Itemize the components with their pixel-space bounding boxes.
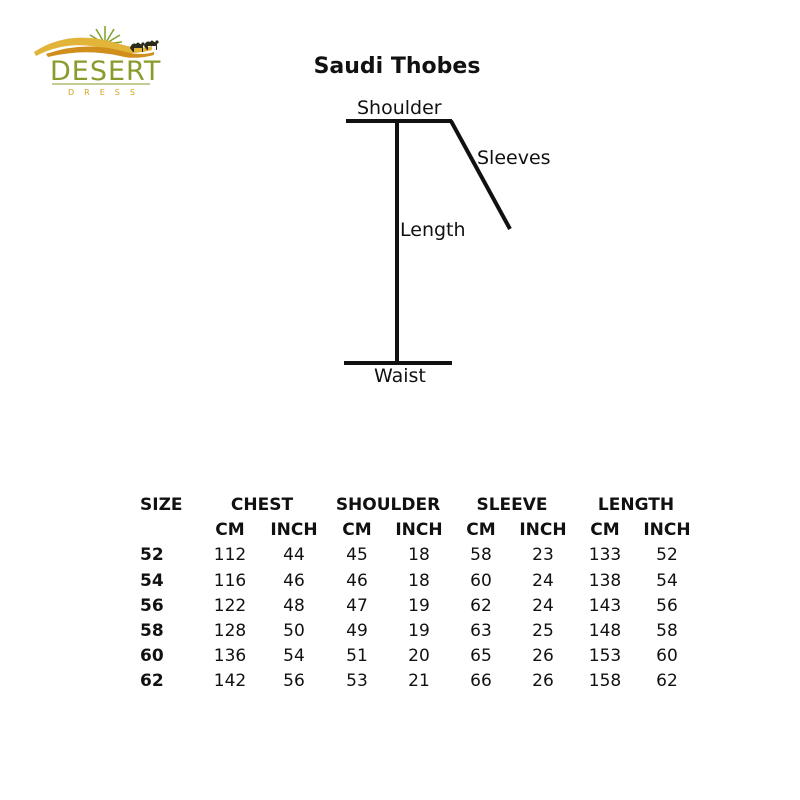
table-cell: 44 [283,545,305,566]
table-cell: 122 [213,595,247,616]
table-cell: 66 [470,671,492,692]
size-cell: 60 [140,646,164,667]
table-cell: 62 [656,671,678,692]
unit-header: CM [342,520,372,541]
unit-header: INCH [519,520,567,541]
table-cell: 24 [532,595,554,616]
table-cell: 54 [656,570,678,591]
table-cell: 56 [656,595,678,616]
table-cell: 60 [656,646,678,667]
size-chart-table [140,493,698,695]
size-cell: 62 [140,671,164,692]
logo-subtitle-text: DRESS [68,88,145,97]
unit-header: CM [590,520,620,541]
table-cell: 21 [408,671,430,692]
table-cell: 128 [213,621,247,642]
table-cell: 47 [346,595,368,616]
table-row [140,543,698,568]
shoulder-group-header: SHOULDER [335,495,441,515]
table-cell: 138 [588,570,622,591]
table-cell: 18 [408,545,430,566]
table-cell: 56 [283,671,305,692]
table-cell: 62 [470,595,492,616]
unit-header-row [140,518,698,543]
table-cell: 133 [588,545,622,566]
table-cell: 20 [408,646,430,667]
table-cell: 48 [283,595,305,616]
unit-header: INCH [270,520,318,541]
logo-brand-text: DESERT [50,56,162,87]
waist-label: Waist [374,365,426,387]
table-row [140,619,698,644]
unit-header: INCH [643,520,691,541]
table-cell: 26 [532,671,554,692]
table-cell: 158 [588,671,622,692]
table-cell: 45 [346,545,368,566]
table-cell: 52 [656,545,678,566]
table-row [140,569,698,594]
table-row [140,669,698,694]
group-header-row [140,493,698,518]
table-cell: 116 [213,570,247,591]
table-cell: 19 [408,595,430,616]
sleeve-group-header: SLEEVE [476,495,548,515]
table-cell: 148 [588,621,622,642]
size-cell: 56 [140,595,164,616]
table-cell: 65 [470,646,492,667]
sleeves-label: Sleeves [477,147,551,169]
length-group-header: LENGTH [597,495,675,515]
length-label: Length [400,219,466,241]
table-cell: 50 [283,621,305,642]
chest-group-header: CHEST [230,495,294,515]
table-cell: 54 [283,646,305,667]
table-cell: 58 [470,545,492,566]
table-cell: 142 [213,671,247,692]
shoulder-label: Shoulder [357,97,442,119]
table-row [140,594,698,619]
unit-header: CM [215,520,245,541]
table-cell: 60 [470,570,492,591]
table-cell: 112 [213,545,247,566]
table-cell: 26 [532,646,554,667]
table-cell: 136 [213,646,247,667]
table-cell: 46 [346,570,368,591]
unit-header: CM [466,520,496,541]
size-column-header: SIZE [140,495,183,515]
table-cell: 153 [588,646,622,667]
blank-header-cell [140,518,198,543]
size-cell: 58 [140,621,164,642]
table-cell: 18 [408,570,430,591]
table-cell: 143 [588,595,622,616]
page-title: Saudi Thobes [313,54,481,79]
sleeve-line [451,121,510,229]
table-cell: 51 [346,646,368,667]
size-cell: 54 [140,570,164,591]
table-cell: 25 [532,621,554,642]
table-cell: 19 [408,621,430,642]
table-cell: 49 [346,621,368,642]
table-cell: 23 [532,545,554,566]
table-cell: 24 [532,570,554,591]
table-cell: 58 [656,621,678,642]
table-row [140,644,698,669]
unit-header: INCH [395,520,443,541]
size-cell: 52 [140,545,164,566]
table-cell: 53 [346,671,368,692]
table-cell: 46 [283,570,305,591]
table-cell: 63 [470,621,492,642]
